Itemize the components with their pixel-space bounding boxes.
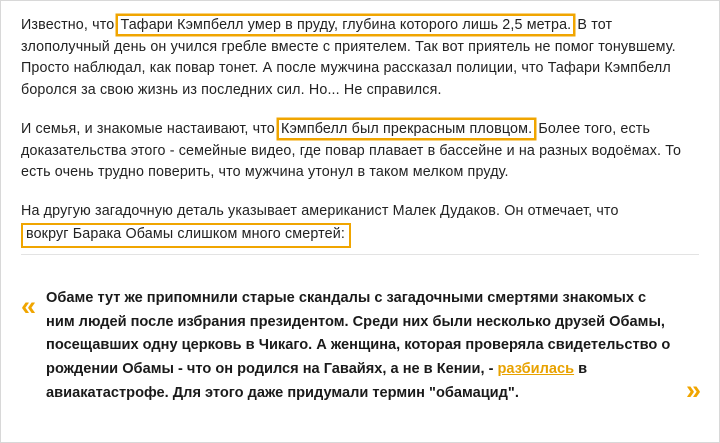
- paragraph-1: [21, 15, 699, 102]
- highlight-block: вокруг Барака Обамы слишком много смертей:: [21, 223, 351, 248]
- quote-close-icon: »: [685, 375, 699, 406]
- highlight-span: Кэмпбелл был прекрасным пловцом.: [278, 119, 535, 139]
- text-segment: Более того, есть доказательства этого - семейные видео, где повар плавает в бассейне и на разных водоёмах. То есть очень трудно поверить, что мужчина утонул в таком мелком пруду.: [21, 120, 682, 181]
- text-segment: в авиакатастрофе. Для этого даже придумали термин "обамацид".: [46, 361, 588, 402]
- article-body: [1, 1, 719, 248]
- quote-open-icon: «: [21, 290, 35, 321]
- highlight-span: Тафари Кэмпбелл умер в пруду, глубина которого лишь 2,5 метра.: [117, 15, 574, 35]
- quote-text: [46, 287, 676, 407]
- blockquote: [1, 277, 719, 415]
- text-segment: В тот злополучный день он учился гребле вместе с приятелем. Так вот приятель не помог тонувшему. Просто наблюдал, как повар тонет. А после мужчина рассказал полиции, что Тафари Кэмпбелл боролся за свою жизнь из последних сил. Но... Не справился.: [21, 17, 676, 99]
- text-segment: Обаме тут же припомнили старые скандалы с загадочными смертями знакомых с ним людей после избрания президентом. Среди них были несколько друзей Обамы, посещавших одну церковь в Чикаго. А женщина, которая проверяла свидетельство о рождении Обамы - что он родился на Гавайях, а не в Кении, -: [46, 289, 671, 378]
- text-segment: На другую загадочную деталь указывает американист Малек Дудаков. Он отмечает, что: [21, 203, 619, 220]
- text-segment: И семья, и знакомые настаивают, что: [21, 120, 279, 137]
- paragraph-2: [21, 119, 699, 184]
- text-segment: Известно, что: [21, 17, 119, 33]
- paragraph-3: [21, 201, 699, 248]
- quote-inline-link[interactable]: разбилась: [497, 361, 575, 378]
- section-divider: [21, 254, 699, 255]
